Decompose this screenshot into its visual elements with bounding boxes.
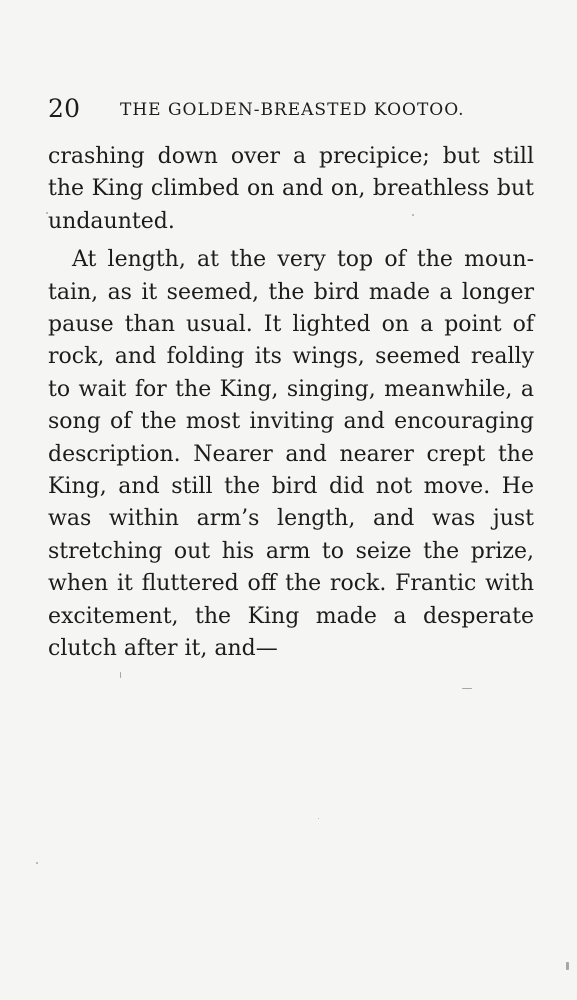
paragraph-1: crashing down over a precipice; but still the King climbed on and on, breathless but undaunted. [48,144,534,234]
body-text [48,141,534,666]
page-number: 20 [48,94,81,123]
paper-speck [462,688,472,689]
paper-speck [412,214,414,216]
paper-speck [120,672,121,678]
page-header [48,94,532,128]
paragraph-2: At length, at the very top of the mountain, as it seemed, the bird made a longer pause than usual. It lighted on a point of rock, and folding its wings, seemed really to wait for the King, singing, meanwhile, a song of the most inviting and encouraging description. Nearer and nearer crept the King, and still the bird did not move. He was within arm’s length, and was just stretching out his arm to seize the prize, when it fluttered off the rock. Frantic with excitement, the King made a desperate clutch after it, and— [48,247,534,662]
running-title: THE GOLDEN-BREASTED KOOTOO. [120,100,465,120]
paper-speck [566,962,569,970]
paper-speck [318,818,319,819]
paper-speck [46,212,48,214]
paper-speck [36,862,38,864]
